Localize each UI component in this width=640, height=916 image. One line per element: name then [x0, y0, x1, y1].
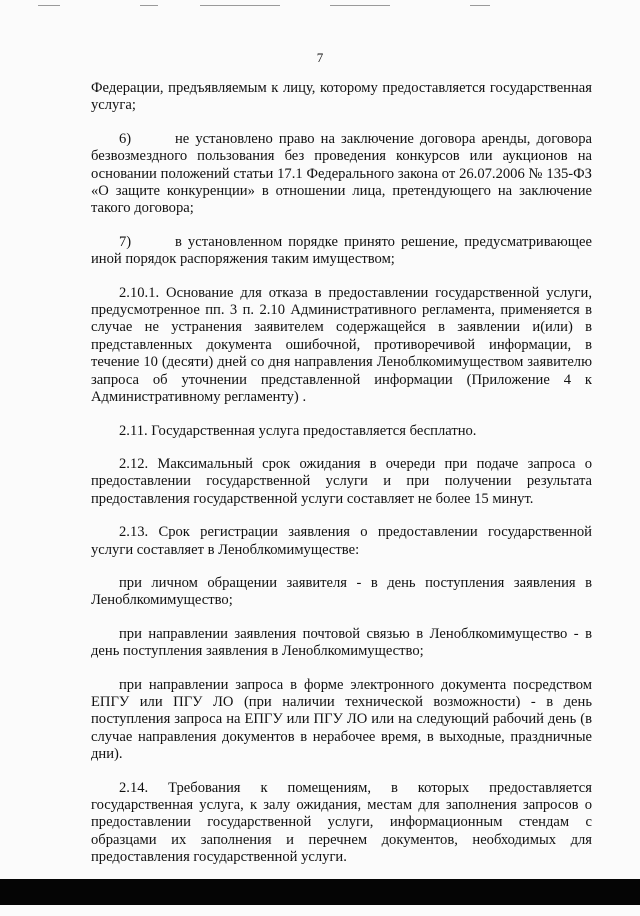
- paragraph-2-13: [91, 524, 592, 559]
- paragraph-item-7: [91, 234, 592, 269]
- paragraph-2-12: [91, 456, 592, 508]
- paragraph-text: не установлено право на заключение договора аренды, договора безвозмездного пользования без проведения конкурсов или аукционов на основании положений статьи 17.1 Федерального закона от 26.07.2006 № 135-ФЗ «О защите конкуренции» в отношении лица, претендующего на заключение такого договора;: [91, 130, 592, 217]
- paragraph-text: при личном обращении заявителя - в день поступления заявления в Леноблкомимущество;: [91, 574, 592, 609]
- paragraph-electronic: [91, 677, 592, 764]
- item-number: 6): [119, 130, 132, 147]
- paragraph-2-11: [91, 423, 592, 440]
- paragraph-text: в установленном порядке принято решение, предусматривающее иной порядок распоряжения таким имуществом;: [91, 233, 592, 268]
- item-number: 7): [119, 233, 132, 250]
- paragraph-text: при направлении заявления почтовой связью в Леноблкомимущество - в день поступления заявления в Леноблкомимущество;: [91, 625, 592, 660]
- paragraph-text: 2.10.1. Основание для отказа в предоставлении государственной услуги, предусмотренное пп. 3 п. 2.10 Административного регламента, применяется в случае не устранения заявителем содержащейся в заявлении и(или) в представленных документа ошибочной, противоречивой информации, в течение 10 (десяти) дней со дня направления Леноблкомимуществом заявителю запроса об уточнении представленной информации (Приложение 4 к Административному регламенту) .: [91, 284, 592, 406]
- paragraph-continuation: [91, 80, 592, 115]
- paragraph-item-6: [91, 131, 592, 218]
- paragraph-2-14: [91, 780, 592, 867]
- page-number: 7: [316, 50, 324, 65]
- paragraph-text: 2.13. Срок регистрации заявления о предоставлении государственной услуги составляет в Леноблкомимуществе:: [91, 524, 592, 558]
- paragraph-personal-visit: [91, 575, 592, 610]
- scan-edge-artifact: [0, 0, 640, 10]
- scan-bottom-border: [0, 879, 640, 905]
- document-body: [91, 80, 592, 916]
- paragraph-postal: [91, 626, 592, 661]
- paragraph-text: 2.11. Государственная услуга предоставляется бесплатно.: [119, 422, 477, 439]
- paragraph-2-10-1: [91, 285, 592, 407]
- paragraph-text: Федерации, предъявляемым к лицу, которому предоставляется государственная услуга;: [91, 80, 592, 114]
- paragraph-text: 2.14. Требования к помещениям, в которых предоставляется государственная услуга, к залу ожидания, местам для заполнения запросов о предоставлении государственной услуги, информационным стендам с образцами их заполнения и перечнем документов, необходимых для предоставления государственной услуги.: [91, 779, 592, 866]
- paragraph-text: 2.12. Максимальный срок ожидания в очереди при подаче запроса о предоставлении государственной услуги и при получении результата предоставления государственной услуги составляет не более 15 минут.: [91, 455, 592, 507]
- paragraph-text: при направлении запроса в форме электронного документа посредством ЕПГУ или ПГУ ЛО (при наличии технической возможности) - в день поступления запроса на ЕПГУ или ПГУ ЛО или на следующий рабочий день (в случае направления документов в нерабочее время, в выходные, праздничные дни).: [91, 676, 592, 763]
